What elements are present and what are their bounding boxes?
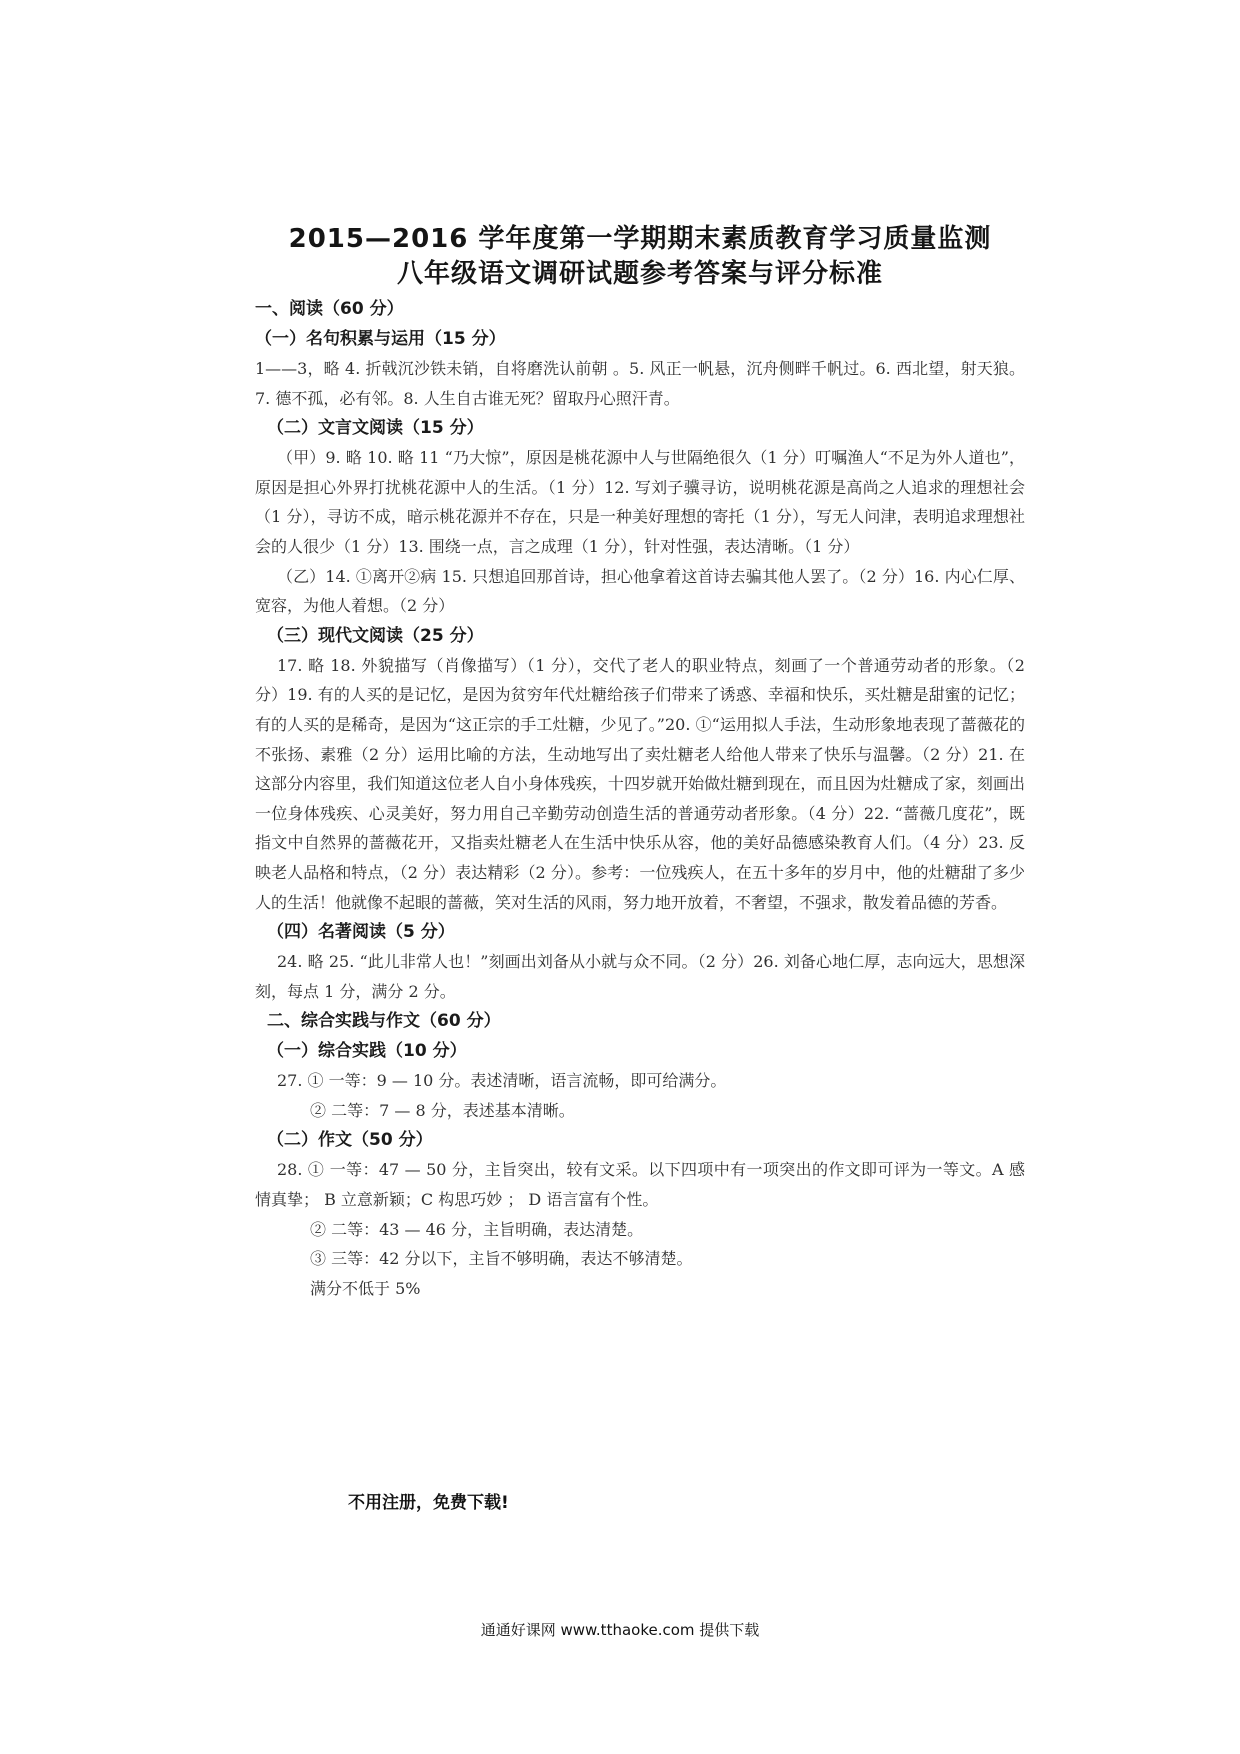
subsection-quotes-heading: （一）名句积累与运用（15 分） <box>255 329 506 349</box>
classics-answers: 24. 略 25. “此儿非常人也！”刻画出刘备从小就与众不同。（2 分）26. 刘备心地仁厚，志向远大，思想深刻，每点 1 分，满分 2 分。 <box>255 952 1025 1001</box>
q28-second-grade: ② 二等：43 — 46 分，主旨明确，表达清楚。 <box>310 1219 644 1239</box>
q27-second-grade: ② 二等：7 — 8 分，表述基本清晰。 <box>310 1100 575 1120</box>
q28-full-score-note: 满分不低于 5% <box>310 1278 421 1298</box>
footer-source: 通通好课网 www.tthaoke.com 提供下载 <box>480 1621 760 1639</box>
q27-first-grade: 27. ① 一等：9 — 10 分。表述清晰，语言流畅，即可给满分。 <box>277 1071 727 1091</box>
q28-third-grade: ③ 三等：42 分以下，主旨不够明确，表达不够清楚。 <box>310 1249 693 1269</box>
modern-reading-answers: 17. 略 18. 外貌描写（肖像描写）（1 分），交代了老人的职业特点，刻画了一个普通劳动者的形象。（2 分）19. 有的人买的是记忆，是因为贫穷年代灶糖给孩子们带来了诱惑、幸福和快乐，买灶糖是甜蜜的记忆；有的人买的是稀奇，是因为“这正宗的手工灶糖，少见了。”20. ①“运用拟人手法，生动形象地表现了蔷薇花的不张扬、素雅（2 分）运用比喻的方法，生动地写出了卖灶糖老人给他人带来了快乐与温馨。（2 分）21. 在这部分内容里，我们知道这位老人自小身体残疾，十四岁就开始做灶糖到现在，而且因为灶糖成了家，刻画出一位身体残疾、心灵美好，努力用自己辛勤劳动创造生活的普通劳动者形象。（4 分）22. “蔷薇几度花”，既指文中自然界的蔷薇花开，又指卖灶糖老人在生活中快乐从容，他的美好品德感染教育人们。（4 分）23. 反映老人品格和特点，（2 分）表达精彩（2 分）。参考：一位残疾人，在五十多年的岁月中，他的灶糖甜了多少人的生活！他就像不起眼的蔷薇，笑对生活的风雨，努力地开放着，不奢望，不强求，散发着品德的芳香。 <box>255 655 1025 912</box>
section-practice-writing-heading: 二、综合实践与作文（60 分） <box>267 1011 501 1032</box>
subsection-quotes-answers: 1——3，略 4. 折戟沉沙铁未销，自将磨洗认前朝 。5. 风正一帆悬，沉舟侧畔千帆过。6. 西北望，射天狼。7. 德不孤，必有邻。8. 人生自古谁无死？留取丹心照汗青。 <box>255 359 1025 408</box>
classical-jia-answers: （甲）9. 略 10. 略 11 “乃大惊”，原因是桃花源中人与世隔绝很久（1 分）叮嘱渔人“不足为外人道也”，原因是担心外界打扰桃花源中人的生活。（1 分）12. 写刘子骥寻访，说明桃花源是高尚之人追求的理想社会（1 分），寻访不成，暗示桃花源并不存在，只是一种美好理想的寄托（1 分），写无人问津，表明追求理想社会的人很少（1 分）13. 围绕一点，言之成理（1 分），针对性强，表达清晰。（1 分） <box>255 448 1025 556</box>
classical-yi-answers: （乙）14. ①离开②病 15. 只想追回那首诗，担心他拿着这首诗去骗其他人罢了。（2 分）16. 内心仁厚、宽容，为他人着想。（2 分） <box>255 566 1025 616</box>
subsection-classical-heading: （二）文言文阅读（15 分） <box>267 418 484 439</box>
q28-first-grade: 28. ① 一等：47 — 50 分，主旨突出，较有文采。以下四项中有一项突出的作文即可评为一等文。A 感情真挚； B 立意新颖；C 构思巧妙 ； D 语言富有个性。 <box>255 1160 1025 1210</box>
free-download-notice: 不用注册，免费下载! <box>348 1493 509 1513</box>
scanned-answer-sheet <box>255 222 1025 1303</box>
subsection-classics-heading: （四）名著阅读（5 分） <box>267 922 455 943</box>
section-reading-heading: 一、阅读（60 分） <box>255 299 404 319</box>
subsection-essay-heading: （二）作文（50 分） <box>267 1130 433 1151</box>
document-title-line1: 2015—2016 学年度第一学期期末素质教育学习质量监测 <box>288 224 992 254</box>
document-title-line2: 八年级语文调研试题参考答案与评分标准 <box>396 259 883 289</box>
subsection-practice-heading: （一）综合实践（10 分） <box>267 1041 467 1062</box>
subsection-modern-heading: （三）现代文阅读（25 分） <box>267 625 484 646</box>
